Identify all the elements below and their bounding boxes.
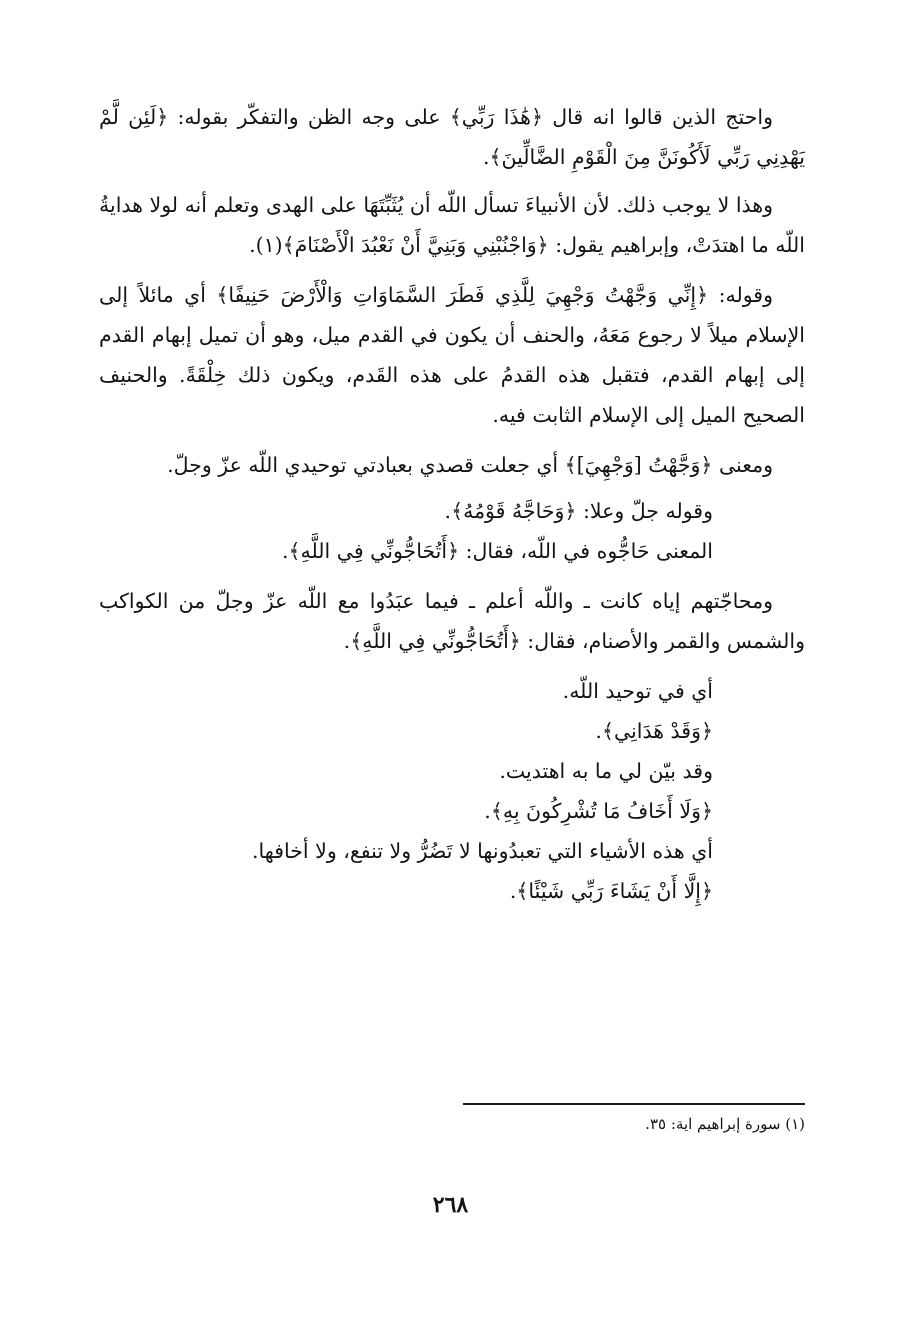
quran-verse-line: ﴿وَلَا أَخَافُ مَا تُشْرِكُونَ بِهِ﴾. — [484, 799, 713, 823]
paragraph-12: أي هذه الأشياء التي تعبدُونها لا تَضُرُّ ولا تنفع، ولا أخافها. — [252, 839, 713, 863]
paragraph-5: وقوله جلّ وعلا: ﴿وَحَاجَّهُ قَوْمُهُ﴾. — [444, 499, 713, 523]
footnote: (١) سورة إبراهيم اية: ٣٥. — [645, 1115, 805, 1133]
footnote-divider — [463, 1103, 805, 1105]
paragraph-3: وقوله: ﴿إِنِّي وَجَّهْتُ وَجْهِيَ لِلَّذِي فَطَرَ السَّمَاوَاتِ وَالْأَرْضَ حَنِيفًا﴾ أي مائلاً إلى الإسلام ميلاً لا رجوع مَعَهُ، والحنف أن يكون في القدم ميل، وهو أن تميل إبهام القدم إلى إبهام القدم، فتقبل هذه القدمُ على هذه القَدم، ويكون ذلك خِلْقَةً. والحنيف الصحيح الميل إلى الإسلام الثابت فيه. — [99, 283, 805, 427]
quran-verse-line: ﴿وَقَدْ هَدَانِي﴾. — [595, 719, 713, 743]
paragraph-8: أي في توحيد اللّه. — [562, 679, 713, 703]
paragraph-10: وقد بيّن لي ما به اهتديت. — [499, 759, 713, 783]
paragraph-2: وهذا لا يوجب ذلك. لأن الأنبياءَ تسأل اللّه أن يُثَبِّتَهَا على الهدى وتعلم أنه لولا هدايةُ اللّه ما اهتدَتْ، وإبراهيم يقول: ﴿وَاجْنُبْنِي وَبَنِيَّ أَنْ نَعْبُدَ الْأَصْنَامَ﴾(١). — [99, 193, 805, 257]
paragraph-4: ومعنى ﴿وَجَّهْتُ [وَجْهِيَ]﴾ أي جعلت قصدي بعبادتي توحيدي اللّه عزّ وجلّ. — [167, 453, 773, 477]
paragraph-1: واحتج الذين قالوا انه قال ﴿هَٰذَا رَبِّي﴾ على وجه الظن والتفكّر بقوله: ﴿لَئِن لَّمْ يَهْدِنِي رَبِّي لَأَكُونَنَّ مِنَ الْقَوْمِ الضَّالِّينَ﴾. — [99, 105, 805, 169]
main-text — [99, 97, 805, 911]
paragraph-6: المعنى حَاجُّوه في اللّه، فقال: ﴿أَتُحَاجُّونِّي فِي اللَّهِ﴾. — [281, 539, 713, 563]
page-number: ٢٦٨ — [432, 1192, 469, 1218]
paragraph-7: ومحاجّتهم إياه كانت ـ واللّه أعلم ـ فيما عبَدُوا مع اللّه عزّ وجلّ من الكواكب والشمس والقمر والأصنام، فقال: ﴿أَتُحَاجُّونِّي فِي اللَّهِ﴾. — [99, 589, 805, 653]
quran-verse-line: ﴿إِلَّا أَنْ يَشَاءَ رَبِّي شَيْئًا﴾. — [509, 879, 713, 903]
